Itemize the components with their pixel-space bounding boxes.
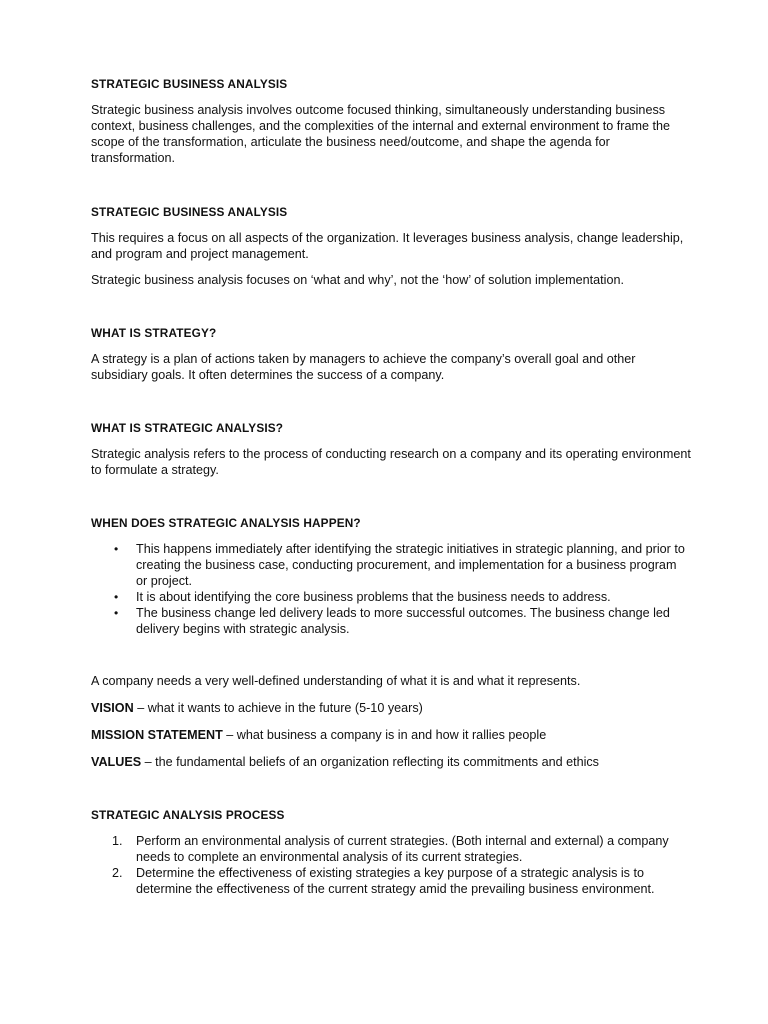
list-item-text: Perform an environmental analysis of current strategies. (Both internal and external) a company needs to complete an environmental analysis of its current strategies. [136, 834, 669, 864]
list-item-text: The business change led delivery leads to more successful outcomes. The business change led delivery begins with strategic analysis. [136, 605, 670, 636]
paragraph-sba-focus: This requires a focus on all aspects of the organization. It leverages business analysis, change leadership, and program and project management. [91, 230, 684, 261]
section-heading-strategic-business-analysis-2: STRATEGIC BUSINESS ANALYSIS [91, 204, 288, 219]
definition-text: – what it wants to achieve in the future (5-10 years) [133, 701, 423, 716]
definition-term: MISSION STATEMENT [91, 728, 223, 743]
section-heading-when-does-strategic-analysis-happen: WHEN DOES STRATEGIC ANALYSIS HAPPEN? [91, 515, 361, 530]
definition-mission-statement [91, 728, 691, 744]
list-item [91, 606, 691, 638]
list-number: 1. [112, 834, 123, 849]
section-heading-what-is-strategy: WHAT IS STRATEGY? [91, 326, 217, 341]
section-heading-strategic-analysis-process: STRATEGIC ANALYSIS PROCESS [91, 808, 285, 823]
bullet-icon: • [114, 541, 119, 556]
section-heading-what-is-strategic-analysis: WHAT IS STRATEGIC ANALYSIS? [91, 421, 284, 436]
list-item-text: It is about identifying the core business problems that the business needs to address. [136, 589, 611, 604]
paragraph-what-and-why: Strategic business analysis focuses on ‘what and why’, not the ‘how’ of solution implementation. [91, 273, 624, 288]
numbered-list [91, 834, 691, 898]
list-item [91, 834, 691, 866]
paragraph-strategy-definition: A strategy is a plan of actions taken by managers to achieve the company’s overall goal and other subsidiary goals. It often determines the success of a company. [91, 352, 636, 383]
paragraph-strategic-analysis-definition: Strategic analysis refers to the process of conducting research on a company and its operating environment to formulate a strategy. [91, 447, 691, 478]
document-body [91, 77, 691, 898]
definition-text: – the fundamental beliefs of an organization reflecting its commitments and ethics [141, 755, 599, 770]
definition-text: – what business a company is in and how it rallies people [222, 728, 547, 743]
definition-term: VALUES [91, 755, 142, 770]
list-item-text: Determine the effectiveness of existing strategies a key purpose of a strategic analysis is to determine the effectiveness of the current strategy amid the prevailing business environment. [136, 865, 655, 896]
list-item [91, 590, 691, 606]
paragraph-company-identity-intro: A company needs a very well-defined understanding of what it is and what it represents. [91, 674, 581, 689]
paragraph-sba-definition: Strategic business analysis involves outcome focused thinking, simultaneously understanding business context, business challenges, and the complexities of the internal and external environment to frame the scope of the transformation, articulate the business need/outcome, and shape the agenda for transformation. [91, 103, 670, 165]
list-number: 2. [112, 865, 123, 880]
list-item [91, 542, 691, 590]
bullet-list [91, 542, 691, 637]
section-heading-strategic-business-analysis: STRATEGIC BUSINESS ANALYSIS [91, 77, 288, 91]
list-item-text: This happens immediately after identifying the strategic initiatives in strategic planning, and prior to creating the business case, conducting procurement, and implementation for a business program or project. [136, 541, 685, 588]
bullet-icon: • [114, 605, 119, 620]
definition-term: VISION [91, 701, 134, 716]
list-item [91, 866, 691, 898]
definition-vision [91, 701, 691, 717]
bullet-icon: • [114, 589, 119, 604]
definition-values [91, 755, 691, 771]
